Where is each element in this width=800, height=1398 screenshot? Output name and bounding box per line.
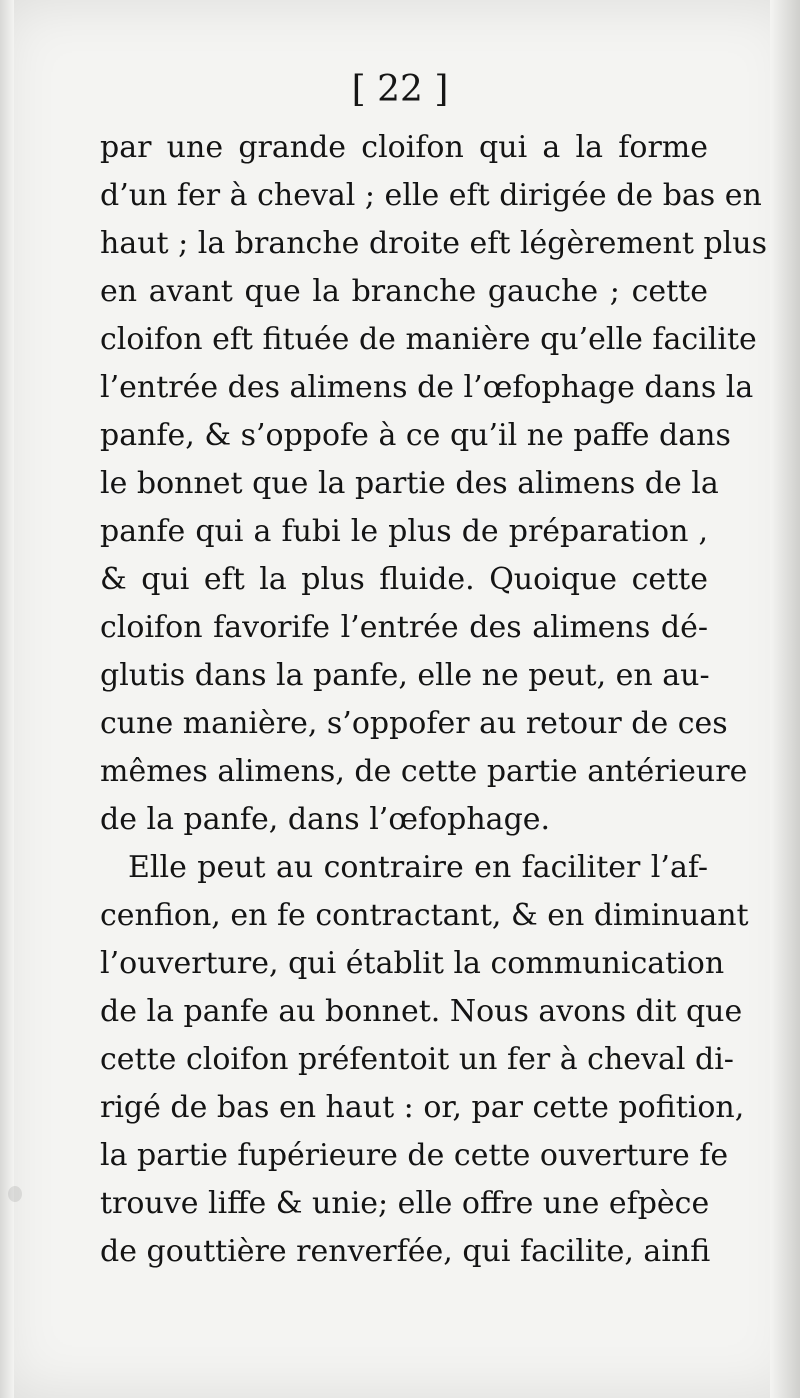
page-number: [ 22 ] [351,69,449,110]
text-line: cette cloifon préfentoit un fer à cheval di- [100,1042,734,1077]
text-line: de la panfe au bonnet. Nous avons dit que [100,994,743,1029]
text-line: & qui eft la plus fluide. Quoique cette [100,562,708,597]
text-line: mêmes alimens, de cette partie antérieure [100,754,748,789]
text-line: trouve liffe & unie; elle offre une efpèce [100,1186,710,1221]
text-line: panfe qui a fubi le plus de préparation , [100,514,708,549]
text-line: de la panfe, dans l’œfophage. [100,802,551,837]
text-line: l’ouverture, qui établit la communication [100,946,725,981]
text-line: cloifon favorife l’entrée des alimens dé- [100,610,708,645]
text-line: de gouttière renverfée, qui facilite, ainfi [100,1234,711,1269]
text-line: en avant que la branche gauche ; cette [100,274,708,309]
body-text [100,124,767,1276]
text-line: cloifon eft fituée de manière qu’elle facilite [100,322,757,357]
text-line: cune manière, s’oppofer au retour de ces [100,706,728,741]
text-line: par une grande cloifon qui a la forme [100,130,708,165]
text-line: glutis dans la panfe, elle ne peut, en au- [100,658,710,693]
text-line: panfe, & s’oppofe à ce qu’il ne paffe dans [100,418,731,453]
text-line: rigé de bas en haut : or, par cette pofition, [100,1090,745,1125]
text-line: d’un fer à cheval ; elle eft dirigée de bas en [100,178,762,213]
ink-smudge [8,1186,22,1202]
page-right-edge [770,0,800,1398]
text-line: haut ; la branche droite eft légèrement plus [100,226,767,261]
text-line: cenfion, en fe contractant, & en diminuant [100,898,749,933]
text-line: la partie fupérieure de cette ouverture fe [100,1138,729,1173]
text-line: l’entrée des alimens de l’œfophage dans la [100,370,754,405]
text-line: Elle peut au contraire en faciliter l’af- [128,850,708,885]
text-line: le bonnet que la partie des alimens de la [100,466,719,501]
